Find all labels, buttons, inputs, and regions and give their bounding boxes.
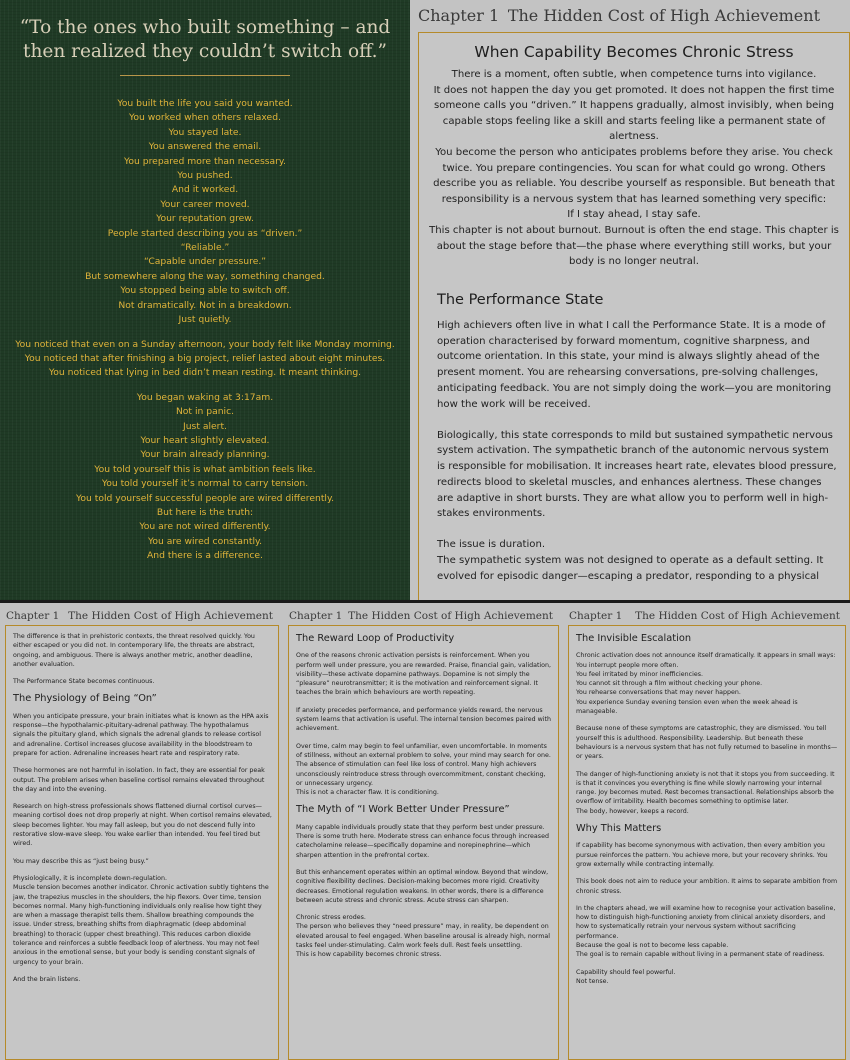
- chapter-label: Chapter 1: [6, 610, 60, 622]
- section-heading: The Physiology of Being “On”: [13, 693, 157, 705]
- cover-line: You are wired constantly.: [147, 535, 263, 547]
- page-body: [6, 626, 278, 984]
- paragraph: This chapter is not about burnout. Burnout is often the end stage. This chapter is about the stage before that—the phase where everything still works, but your body is no longer neutral.: [429, 224, 839, 268]
- section-body: [419, 318, 849, 585]
- paragraph: The body, however, keeps a record.: [576, 807, 689, 815]
- cover-line: You built the life you said you wanted.: [117, 98, 293, 109]
- paragraph: When you anticipate pressure, your brain initiates what is known as the HPA axis response—the hypothalamic-pituitary-adrenal pathway. The hypothalamus signals the pituitary gland, which signals the adrenal glands to release cortisol and adrenaline. Cortisol increases glucose availability in the bloodstream to prepare for action. Adrenaline increases heart rate and respiratory rate.: [13, 712, 269, 757]
- stanza-gap: [0, 381, 410, 391]
- cover-line: You told yourself successful people are wired differently.: [75, 492, 335, 504]
- cover-line: Just alert.: [183, 420, 227, 432]
- book-title: The Hidden Cost of High Achievement: [507, 6, 820, 25]
- cover-line: You are not wired differently.: [139, 521, 271, 533]
- cover-line: Not in panic.: [175, 406, 235, 418]
- cover-line: You worked when others relaxed.: [129, 112, 281, 124]
- intro-text: [419, 67, 849, 270]
- page-frame: [288, 625, 559, 1060]
- page-b: [0, 603, 283, 1060]
- paragraph: Because the goal is not to become less capable.: [576, 942, 729, 950]
- cover-line: You noticed that after finishing a big project, relief lasted about eight minutes.: [24, 352, 386, 364]
- chapter-title: When Capability Becomes Chronic Stress: [474, 43, 794, 61]
- paragraph: You may describe this as “just being busy.”: [13, 857, 149, 865]
- paragraph: The issue is duration.: [437, 539, 546, 551]
- cover-line: You stayed late.: [168, 126, 242, 138]
- cover-quote: “To the ones who built something – and then realized they couldn’t switch off.”: [19, 17, 391, 62]
- cover-line: You stopped being able to switch off.: [120, 285, 290, 297]
- paragraph: Capability should feel powerful.: [576, 968, 676, 976]
- running-header: [283, 603, 563, 622]
- section-heading: The Myth of “I Work Better Under Pressure”: [296, 804, 510, 816]
- page-d: [563, 603, 850, 1060]
- cover-line: And there is a difference.: [147, 550, 263, 562]
- paragraph: Research on high-stress professionals shows flattened diurnal cortisol curves—meaning cortisol does not drop properly at night. When cortisol remains elevated, sleep becomes lighter. You may fall asleep, but you do not descend fully into restorative slow-wave sleep. You wake earlier than intended. You feel tired but wired.: [13, 803, 272, 848]
- cover-line: But somewhere along the way, something changed.: [85, 270, 325, 282]
- cover-line: People started describing you as “driven.”: [107, 227, 303, 239]
- paragraph: These hormones are not harmful in isolation. In fact, they are essential for peak output. The problem arises when baseline cortisol remains elevated throughout the day and into the evening.: [13, 767, 265, 793]
- page-c: [283, 603, 563, 1060]
- paragraph: If anxiety precedes performance, and performance yields reward, the nervous system learns that activation is useful. The internal tension becomes paired with achievement.: [296, 706, 551, 733]
- cover-line: You pushed.: [177, 170, 233, 182]
- paragraph: Physiologically, it is incomplete down-regulation.: [13, 874, 167, 882]
- paragraph: The sympathetic system was not designed to operate as a default setting. It evolved for episodic danger—escaping a predator, responding to a physical: [437, 555, 824, 582]
- page-body: [289, 626, 558, 960]
- cover-line: Your brain already planning.: [140, 449, 270, 461]
- cover-line: Not dramatically. Not in a breakdown.: [118, 299, 292, 311]
- running-header: [563, 603, 850, 622]
- cover-line: Your career moved.: [160, 198, 250, 210]
- cover-line: You noticed that even on a Sunday afternoon, your body felt like Monday morning.: [15, 338, 395, 350]
- book-title: The Hidden Cost of High Achievement: [348, 610, 553, 622]
- cover-line: But here is the truth:: [156, 506, 254, 518]
- paragraph: The Performance State becomes continuous.: [13, 678, 155, 686]
- paragraph: Over time, calm may begin to feel unfamiliar, even uncomfortable. In moments of stillness, without an external problem to solve, your mind may search for one. The absence of stimulation can feel like loss of control. Many high achievers unconsciously reintroduce stress through overcommitment, constant checking, or unnecessary urgency.: [296, 742, 551, 787]
- cover-stanza-3: [8, 391, 402, 564]
- page-frame: [568, 625, 846, 1060]
- paragraph: But this enhancement operates within an optimal window. Beyond that window, cognitive flexibility declines. Decision-making becomes more rigid. Creativity decreases. Emotional regulation weakens. In other words, there is a difference between acute stress and chronic stress. Acute stress can sharpen.: [296, 868, 549, 904]
- chapter-label: Chapter 1: [418, 6, 500, 25]
- cover-line: Just quietly.: [178, 314, 232, 326]
- cover-line: You prepared more than necessary.: [124, 155, 286, 167]
- paragraph: This is how capability becomes chronic stress.: [296, 951, 442, 959]
- symptom-list: [576, 661, 839, 717]
- paragraph: High achievers often live in what I call the Performance State. It is a mode of operation characterised by forward momentum, cognitive sharpness, and outcome orientation. In this state, your mind is always slightly ahead of the present moment. You are rehearsing conversations, pre-solving challenges, anticipating feedback. You are not simply doing the work—you are monitoring how the work will be received.: [437, 319, 832, 410]
- paragraph: Chronic activation does not announce itself dramatically. It appears in small ways:: [576, 652, 836, 660]
- cover-line: You answered the email.: [148, 141, 262, 153]
- list-item: You feel irritated by minor inefficiencies.: [576, 670, 703, 678]
- cover-line: You told yourself this is what ambition feels like.: [94, 463, 316, 475]
- paragraph: Muscle tension becomes another indicator. Chronic activation subtly tightens the jaw, the trapezius muscles in the shoulders, the hip flexors. Over time, tension becomes normal. Many high-functioning individuals only realise how tight they are when a massage therapist tells them. Shallow breathing compounds the issue. Under stress, breathing shifts from diaphragmatic (deep abdominal breathing) to thoracic (upper chest breathing). This reduces carbon dioxide tolerance and reinforces a subtle feedback loop of alertness. You may not feel anxious in the emotional sense, but your body is sending constant signals of urgency to your brain.: [13, 884, 269, 966]
- paragraph: Chronic stress erodes.: [296, 914, 366, 922]
- cover-stanza-2: [8, 338, 402, 381]
- paragraph: It does not happen the day you get promoted. It does not happen the first time someone calls you “driven.” It happens gradually, almost invisibly, when being capable stops feeling like a skill and starts feeling like a permanent state of alertness.: [433, 84, 835, 143]
- paragraph: One of the reasons chronic activation persists is reinforcement. When you perform well under pressure, you are rewarded. Praise, financial gain, validation, visibility—these activate dopamine pathways. Dopamine is not simply the “pleasure” neurotransmitter; it is the motivation and reinforcement signal. It teaches the brain which behaviours are worth repeating.: [296, 652, 552, 697]
- paragraph: In the chapters ahead, we will examine how to recognise your activation baseline, how to distinguish high-functioning anxiety from clinical anxiety disorders, and how to systematically retrain your nervous system without sacrificing performance.: [576, 904, 836, 940]
- book-title: The Hidden Cost of High Achievement: [68, 610, 273, 622]
- paragraph: The goal is to remain capable without living in a permanent state of readiness.: [576, 951, 825, 959]
- section-heading: The Performance State: [437, 291, 604, 308]
- running-header: [0, 603, 283, 622]
- section-heading: Why This Matters: [576, 823, 662, 835]
- paragraph: Because none of these symptoms are catastrophic, they are dismissed. You tell yourself this is adulthood. Responsibility. Leadership. But beneath these behaviours is a nervous system that has not fully returned to baseline in months—or years.: [576, 725, 838, 761]
- paragraph: If capability has become synonymous with activation, then every ambition you pursue reinforces the pattern. You achieve more, but your recovery shrinks. You grow externally while contracting internally.: [576, 842, 828, 868]
- paragraph: And the brain listens.: [13, 975, 81, 983]
- list-item: You experience Sunday evening tension even when the week ahead is manageable.: [576, 698, 798, 716]
- cover-panel: [0, 0, 410, 600]
- stanza-gap: [0, 328, 410, 338]
- page-frame: [418, 32, 850, 600]
- list-item: You cannot sit through a film without checking your phone.: [576, 680, 763, 688]
- paragraph: This is not a character flaw. It is conditioning.: [296, 789, 439, 797]
- page-frame: [5, 625, 279, 1060]
- paragraph: Not tense.: [576, 977, 609, 985]
- cover-line: Your reputation grew.: [156, 213, 254, 225]
- cover-line: You told yourself it’s normal to carry tension.: [101, 478, 309, 490]
- paragraph: The difference is that in prehistoric contexts, the threat resolved quickly. You either escaped or you did not. In contemporary life, the threats are abstract, ongoing, and ambiguous. There is always another metric, another deadline, another evaluation.: [13, 633, 255, 668]
- page-a: [410, 0, 850, 600]
- paragraph: If I stay ahead, I stay safe.: [567, 209, 701, 221]
- cover-line: “Reliable.”: [180, 242, 230, 254]
- paragraph: This book does not aim to reduce your ambition. It aims to separate ambition from chronic stress.: [576, 878, 838, 895]
- book-title: The Hidden Cost of High Achievement: [635, 610, 840, 622]
- running-header: [410, 0, 850, 25]
- paragraph: Many capable individuals proudly state that they perform best under pressure. There is some truth here. Moderate stress can enhance focus through increased catecholamine release—specifically dopamine and norepinephrine—which sharpen attention in the prefrontal cortex.: [296, 823, 549, 859]
- section-heading: The Reward Loop of Productivity: [296, 633, 455, 644]
- cover-line: And it worked.: [171, 184, 239, 196]
- paragraph: You become the person who anticipates problems before they arise. You check twice. You prepare contingencies. You scan for what could go wrong. Others describe you as reliable. You describe yourself as responsible. But beneath that responsibility is a nervous system that has learned something very specific:: [433, 146, 835, 205]
- cover-line: Your heart slightly elevated.: [140, 434, 270, 446]
- paragraph: Biologically, this state corresponds to mild but sustained sympathetic nervous system activation. The sympathetic branch of the autonomic nervous system is responsible for mobilisation. It increases heart rate, elevates blood pressure, redirects blood to skeletal muscles, and enhances alertness. These changes are adaptive in short bursts. They are what allow you to perform well in high-stakes environments.: [437, 429, 837, 520]
- cover-divider: [120, 75, 290, 76]
- paragraph: There is a moment, often subtle, when competence turns into vigilance.: [451, 69, 817, 80]
- paragraph: The person who believes they “need pressure” may, in reality, be dependent on elevated arousal to feel engaged. When baseline arousal is already high, normal tasks feel under-stimulating. Calm work feels dull. Rest feels unsettling.: [296, 923, 550, 950]
- paragraph: The danger of high-functioning anxiety is not that it stops you from succeeding. It is that it convinces you everything is fine while slowly narrowing your internal range. Joy becomes muted. Rest becomes transactional. Relationships absorb the overflow of irritability. Health becomes something to optimise later.: [576, 770, 835, 806]
- chapter-label: Chapter 1: [569, 610, 623, 622]
- cover-line: “Capable under pressure.”: [143, 256, 267, 268]
- section-heading: The Invisible Escalation: [576, 633, 692, 644]
- cover-stanza-1: [8, 97, 402, 328]
- page-body: [569, 626, 845, 986]
- cover-line: You noticed that lying in bed didn’t mean resting. It meant thinking.: [48, 367, 362, 379]
- list-item: You interrupt people more often.: [576, 661, 679, 669]
- cover-line: You began waking at 3:17am.: [136, 391, 274, 403]
- list-item: You rehearse conversations that may never happen.: [576, 689, 741, 697]
- chapter-label: Chapter 1: [289, 610, 343, 622]
